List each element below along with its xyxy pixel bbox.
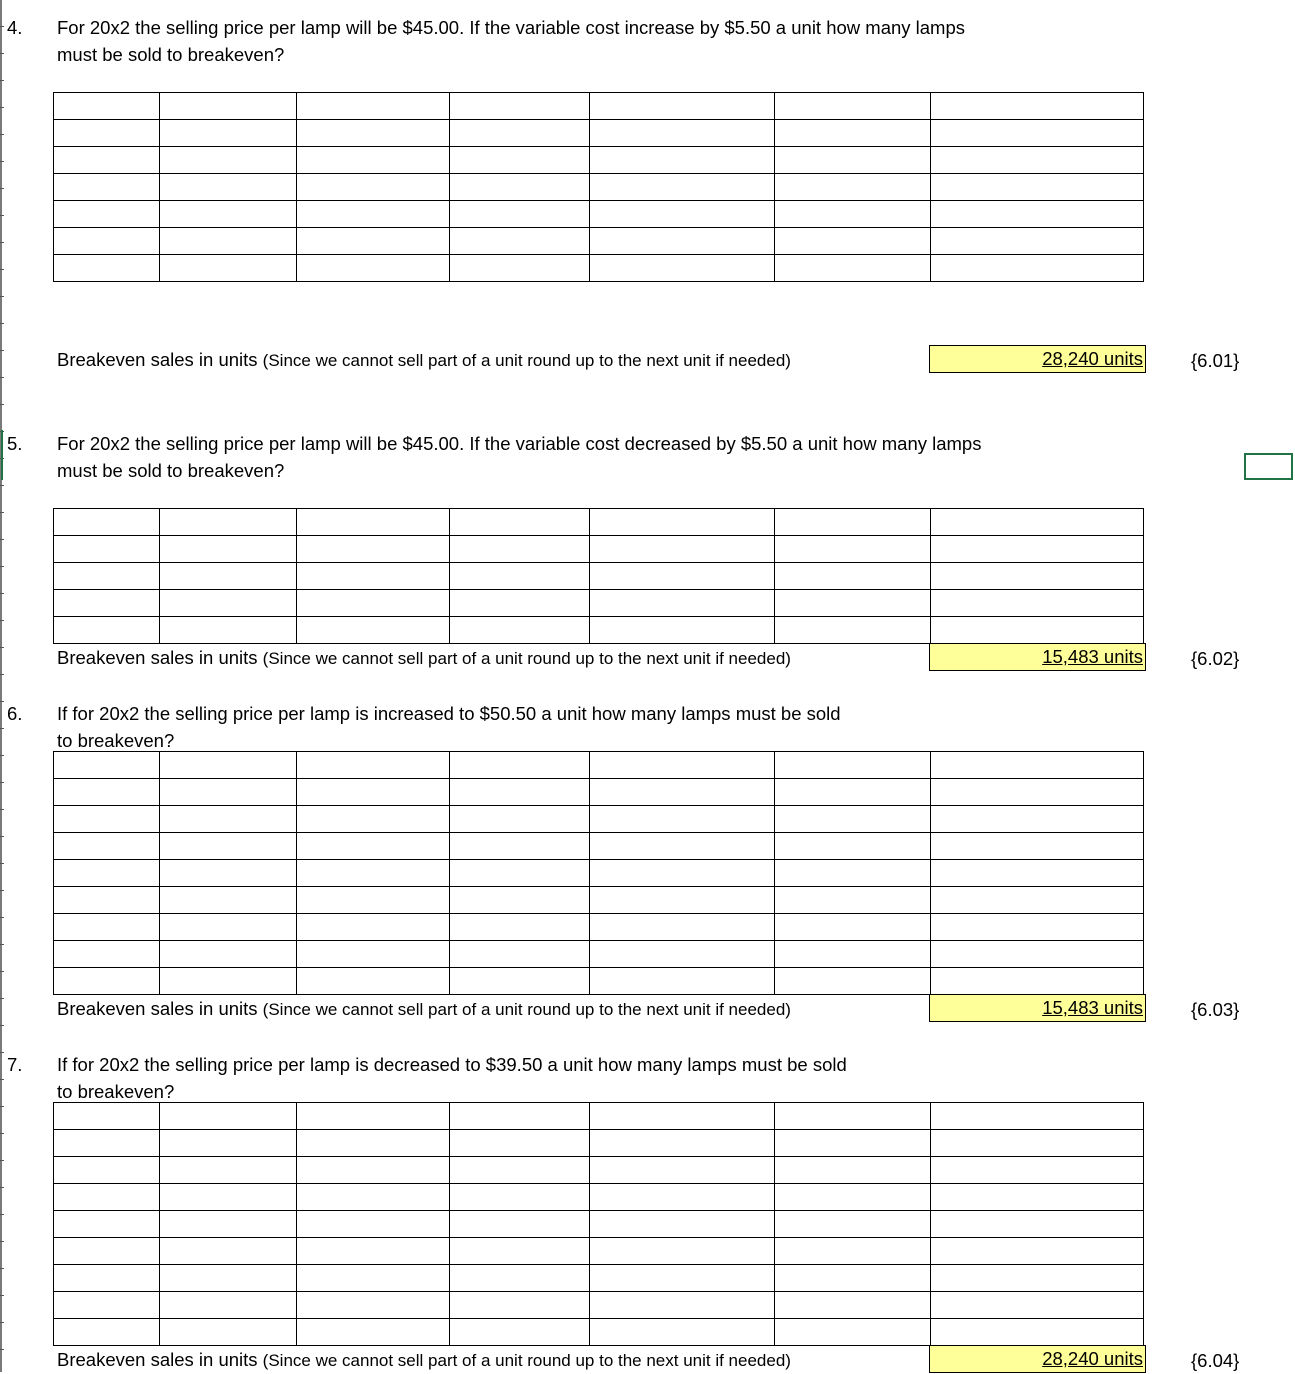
grid-cell[interactable] <box>297 1292 450 1319</box>
grid-cell[interactable] <box>54 174 160 201</box>
grid-row <box>54 1265 1144 1292</box>
grid-cell[interactable] <box>590 779 775 806</box>
grid-cell[interactable] <box>775 93 931 120</box>
grid-cell[interactable] <box>590 1265 775 1292</box>
grid-cell[interactable] <box>160 1211 297 1238</box>
grid-cell[interactable] <box>931 563 1144 590</box>
grid-cell[interactable] <box>931 228 1144 255</box>
grid-cell[interactable] <box>775 914 931 941</box>
grid-cell[interactable] <box>297 1130 450 1157</box>
grid-row <box>54 1184 1144 1211</box>
question-6-answer-cell[interactable] <box>929 994 1146 1022</box>
grid-cell[interactable] <box>54 806 160 833</box>
question-7-number: 7. <box>7 1054 23 1075</box>
grid-cell[interactable] <box>590 1184 775 1211</box>
grid-row <box>54 941 1144 968</box>
grid-cell[interactable] <box>590 120 775 147</box>
grid-cell[interactable] <box>54 779 160 806</box>
grid-cell[interactable] <box>54 914 160 941</box>
grid-cell[interactable] <box>160 201 297 228</box>
grid-cell[interactable] <box>297 1211 450 1238</box>
grid-cell[interactable] <box>54 201 160 228</box>
grid-cell[interactable] <box>54 1211 160 1238</box>
grid-cell[interactable] <box>590 536 775 563</box>
grid-cell[interactable] <box>931 833 1144 860</box>
grid-row <box>54 120 1144 147</box>
grid-cell[interactable] <box>590 1157 775 1184</box>
grid-cell[interactable] <box>160 1319 297 1346</box>
grid-cell[interactable] <box>931 147 1144 174</box>
grid-cell[interactable] <box>297 941 450 968</box>
question-6-text-line1: If for 20x2 the selling price per lamp is increased to $50.50 a unit how many lamps must be sold <box>57 703 841 724</box>
grid-cell[interactable] <box>160 255 297 282</box>
question-5-reference: {6.02} <box>1191 648 1240 669</box>
grid-cell[interactable] <box>775 1265 931 1292</box>
grid-cell[interactable] <box>54 563 160 590</box>
grid-cell[interactable] <box>931 914 1144 941</box>
question-4-work-grid[interactable] <box>53 92 1144 282</box>
grid-cell[interactable] <box>54 536 160 563</box>
grid-cell[interactable] <box>297 201 450 228</box>
grid-cell[interactable] <box>297 147 450 174</box>
grid-cell[interactable] <box>54 968 160 995</box>
grid-row <box>54 833 1144 860</box>
grid-cell[interactable] <box>590 1130 775 1157</box>
grid-cell[interactable] <box>590 228 775 255</box>
breakeven-label-main: Breakeven sales in units <box>57 349 258 370</box>
grid-cell[interactable] <box>160 147 297 174</box>
grid-cell[interactable] <box>297 255 450 282</box>
grid-cell[interactable] <box>931 93 1144 120</box>
grid-cell[interactable] <box>297 228 450 255</box>
grid-cell[interactable] <box>775 887 931 914</box>
grid-cell[interactable] <box>931 509 1144 536</box>
grid-cell[interactable] <box>450 536 590 563</box>
grid-cell[interactable] <box>160 806 297 833</box>
grid-cell[interactable] <box>160 1103 297 1130</box>
grid-cell[interactable] <box>54 1130 160 1157</box>
grid-cell[interactable] <box>590 1103 775 1130</box>
grid-row <box>54 255 1144 282</box>
grid-cell[interactable] <box>931 120 1144 147</box>
grid-cell[interactable] <box>931 779 1144 806</box>
grid-row <box>54 228 1144 255</box>
grid-cell[interactable] <box>54 120 160 147</box>
grid-cell[interactable] <box>54 1319 160 1346</box>
grid-cell[interactable] <box>590 968 775 995</box>
grid-row <box>54 563 1144 590</box>
grid-cell[interactable] <box>450 93 590 120</box>
grid-cell[interactable] <box>54 887 160 914</box>
grid-cell[interactable] <box>160 1184 297 1211</box>
breakeven-label-main: Breakeven sales in units <box>57 647 258 668</box>
question-5-work-grid[interactable] <box>53 508 1144 644</box>
question-7-text-line1: If for 20x2 the selling price per lamp is decreased to $39.50 a unit how many lamps must be sold <box>57 1054 847 1075</box>
grid-cell[interactable] <box>160 174 297 201</box>
breakeven-label-note: (Since we cannot sell part of a unit round up to the next unit if needed) <box>262 649 791 668</box>
grid-cell[interactable] <box>54 509 160 536</box>
grid-cell[interactable] <box>54 590 160 617</box>
grid-cell[interactable] <box>775 174 931 201</box>
grid-cell[interactable] <box>54 228 160 255</box>
grid-cell[interactable] <box>297 1319 450 1346</box>
grid-row <box>54 1211 1144 1238</box>
grid-cell[interactable] <box>775 201 931 228</box>
grid-cell[interactable] <box>160 752 297 779</box>
grid-cell[interactable] <box>931 752 1144 779</box>
grid-cell[interactable] <box>590 255 775 282</box>
grid-cell[interactable] <box>590 147 775 174</box>
answer-value: 15,483 units <box>1042 646 1143 667</box>
grid-cell[interactable] <box>590 1211 775 1238</box>
grid-cell[interactable] <box>590 806 775 833</box>
grid-row <box>54 536 1144 563</box>
grid-cell[interactable] <box>297 1184 450 1211</box>
grid-cell[interactable] <box>450 1130 590 1157</box>
grid-row <box>54 1157 1144 1184</box>
grid-cell[interactable] <box>160 833 297 860</box>
grid-cell[interactable] <box>931 1157 1144 1184</box>
grid-cell[interactable] <box>775 806 931 833</box>
grid-cell[interactable] <box>775 941 931 968</box>
grid-cell[interactable] <box>450 1157 590 1184</box>
grid-cell[interactable] <box>775 590 931 617</box>
question-7-work-grid[interactable] <box>53 1102 1144 1346</box>
grid-cell[interactable] <box>931 617 1144 644</box>
grid-cell[interactable] <box>775 1292 931 1319</box>
breakeven-label-note: (Since we cannot sell part of a unit round up to the next unit if needed) <box>262 351 791 370</box>
grid-cell[interactable] <box>931 536 1144 563</box>
grid-cell[interactable] <box>54 1238 160 1265</box>
grid-cell[interactable] <box>160 590 297 617</box>
grid-cell[interactable] <box>931 1238 1144 1265</box>
grid-cell[interactable] <box>775 1184 931 1211</box>
grid-row <box>54 201 1144 228</box>
grid-cell[interactable] <box>160 1265 297 1292</box>
grid-cell[interactable] <box>450 968 590 995</box>
grid-cell[interactable] <box>450 120 590 147</box>
grid-row <box>54 1130 1144 1157</box>
grid-cell[interactable] <box>931 887 1144 914</box>
question-4-answer-cell[interactable] <box>929 345 1146 373</box>
grid-cell[interactable] <box>931 968 1144 995</box>
grid-cell[interactable] <box>297 509 450 536</box>
row-header-ticks <box>0 0 4 1372</box>
grid-cell[interactable] <box>450 941 590 968</box>
breakeven-label-main: Breakeven sales in units <box>57 1349 258 1370</box>
grid-cell[interactable] <box>775 509 931 536</box>
grid-cell[interactable] <box>160 509 297 536</box>
grid-cell[interactable] <box>450 563 590 590</box>
grid-cell[interactable] <box>590 93 775 120</box>
grid-cell[interactable] <box>450 887 590 914</box>
answer-value: 28,240 units <box>1042 348 1143 369</box>
grid-cell[interactable] <box>297 1238 450 1265</box>
grid-cell[interactable] <box>590 752 775 779</box>
grid-cell[interactable] <box>450 806 590 833</box>
grid-cell[interactable] <box>931 590 1144 617</box>
question-6-text-line2: to breakeven? <box>57 730 175 751</box>
grid-cell[interactable] <box>931 1211 1144 1238</box>
grid-cell[interactable] <box>775 1319 931 1346</box>
grid-cell[interactable] <box>775 1211 931 1238</box>
grid-cell[interactable] <box>775 617 931 644</box>
grid-cell[interactable] <box>160 779 297 806</box>
grid-cell[interactable] <box>450 752 590 779</box>
grid-cell[interactable] <box>450 201 590 228</box>
grid-cell[interactable] <box>775 968 931 995</box>
grid-cell[interactable] <box>590 590 775 617</box>
grid-cell[interactable] <box>775 1157 931 1184</box>
grid-cell[interactable] <box>931 806 1144 833</box>
grid-cell[interactable] <box>775 255 931 282</box>
grid-cell[interactable] <box>931 860 1144 887</box>
grid-cell[interactable] <box>450 617 590 644</box>
breakeven-label-note: (Since we cannot sell part of a unit round up to the next unit if needed) <box>262 1000 791 1019</box>
grid-cell[interactable] <box>931 1319 1144 1346</box>
grid-cell[interactable] <box>54 752 160 779</box>
grid-row <box>54 1292 1144 1319</box>
grid-cell[interactable] <box>160 1157 297 1184</box>
grid-cell[interactable] <box>160 563 297 590</box>
question-4-number: 4. <box>7 17 23 38</box>
grid-cell[interactable] <box>297 563 450 590</box>
question-6-number: 6. <box>7 703 23 724</box>
grid-cell[interactable] <box>931 201 1144 228</box>
grid-cell[interactable] <box>590 941 775 968</box>
grid-cell[interactable] <box>450 174 590 201</box>
grid-cell[interactable] <box>297 1265 450 1292</box>
grid-cell[interactable] <box>590 563 775 590</box>
grid-row <box>54 914 1144 941</box>
grid-cell[interactable] <box>297 752 450 779</box>
question-4-text-line2: must be sold to breakeven? <box>57 44 285 65</box>
grid-cell[interactable] <box>54 1157 160 1184</box>
grid-cell[interactable] <box>590 887 775 914</box>
grid-row <box>54 509 1144 536</box>
grid-row <box>54 590 1144 617</box>
grid-cell[interactable] <box>297 833 450 860</box>
grid-cell[interactable] <box>590 1292 775 1319</box>
grid-cell[interactable] <box>775 1238 931 1265</box>
grid-cell[interactable] <box>160 536 297 563</box>
grid-cell[interactable] <box>160 860 297 887</box>
grid-cell[interactable] <box>590 1319 775 1346</box>
grid-row <box>54 860 1144 887</box>
grid-cell[interactable] <box>450 509 590 536</box>
question-7-breakeven-label <box>57 1346 791 1374</box>
grid-cell[interactable] <box>450 914 590 941</box>
grid-cell[interactable] <box>160 887 297 914</box>
grid-row <box>54 968 1144 995</box>
grid-cell[interactable] <box>160 228 297 255</box>
grid-cell[interactable] <box>775 147 931 174</box>
grid-cell[interactable] <box>931 941 1144 968</box>
grid-cell[interactable] <box>931 255 1144 282</box>
grid-cell[interactable] <box>775 563 931 590</box>
grid-cell[interactable] <box>297 779 450 806</box>
grid-cell[interactable] <box>297 860 450 887</box>
grid-cell[interactable] <box>931 1130 1144 1157</box>
grid-cell[interactable] <box>590 174 775 201</box>
grid-cell[interactable] <box>450 1211 590 1238</box>
grid-cell[interactable] <box>160 914 297 941</box>
grid-cell[interactable] <box>297 1157 450 1184</box>
grid-cell[interactable] <box>450 1238 590 1265</box>
grid-cell[interactable] <box>297 590 450 617</box>
grid-cell[interactable] <box>160 1130 297 1157</box>
grid-cell[interactable] <box>590 914 775 941</box>
grid-cell[interactable] <box>450 147 590 174</box>
grid-cell[interactable] <box>450 255 590 282</box>
grid-cell[interactable] <box>775 1130 931 1157</box>
answer-value: 15,483 units <box>1042 997 1143 1018</box>
grid-cell[interactable] <box>160 617 297 644</box>
question-6-reference: {6.03} <box>1191 999 1240 1020</box>
grid-cell[interactable] <box>775 779 931 806</box>
grid-cell[interactable] <box>297 806 450 833</box>
grid-cell[interactable] <box>160 941 297 968</box>
grid-row <box>54 752 1144 779</box>
grid-cell[interactable] <box>297 617 450 644</box>
grid-cell[interactable] <box>54 833 160 860</box>
grid-cell[interactable] <box>54 93 160 120</box>
grid-cell[interactable] <box>297 1103 450 1130</box>
grid-row <box>54 779 1144 806</box>
grid-cell[interactable] <box>590 201 775 228</box>
grid-cell[interactable] <box>297 968 450 995</box>
grid-cell[interactable] <box>297 536 450 563</box>
grid-row <box>54 174 1144 201</box>
grid-cell[interactable] <box>931 1184 1144 1211</box>
grid-cell[interactable] <box>775 228 931 255</box>
question-6-work-grid[interactable] <box>53 751 1144 995</box>
row-selection-marker <box>1 430 3 480</box>
grid-cell[interactable] <box>931 174 1144 201</box>
grid-row <box>54 1319 1144 1346</box>
grid-cell[interactable] <box>54 1292 160 1319</box>
grid-row <box>54 1238 1144 1265</box>
grid-cell[interactable] <box>297 174 450 201</box>
grid-cell[interactable] <box>54 617 160 644</box>
grid-cell[interactable] <box>54 1265 160 1292</box>
grid-cell[interactable] <box>450 1103 590 1130</box>
breakeven-label-main: Breakeven sales in units <box>57 998 258 1019</box>
grid-row <box>54 887 1144 914</box>
grid-cell[interactable] <box>450 1292 590 1319</box>
grid-row <box>54 806 1144 833</box>
grid-cell[interactable] <box>160 968 297 995</box>
grid-cell[interactable] <box>450 860 590 887</box>
grid-cell[interactable] <box>450 779 590 806</box>
grid-cell[interactable] <box>775 752 931 779</box>
grid-row <box>54 147 1144 174</box>
grid-cell[interactable] <box>450 833 590 860</box>
grid-cell[interactable] <box>160 1238 297 1265</box>
question-5-breakeven-label <box>57 644 791 672</box>
grid-cell[interactable] <box>450 590 590 617</box>
grid-cell[interactable] <box>160 120 297 147</box>
grid-row <box>54 617 1144 644</box>
grid-cell[interactable] <box>297 914 450 941</box>
grid-cell[interactable] <box>297 120 450 147</box>
question-4-text-line1: For 20x2 the selling price per lamp will be $45.00. If the variable cost increase by $5.50 a unit how many lamps <box>57 17 966 38</box>
grid-cell[interactable] <box>590 860 775 887</box>
grid-cell[interactable] <box>450 228 590 255</box>
grid-cell[interactable] <box>775 860 931 887</box>
question-6-breakeven-label <box>57 995 791 1023</box>
question-7-text-line2: to breakeven? <box>57 1081 175 1102</box>
grid-cell[interactable] <box>590 617 775 644</box>
grid-cell[interactable] <box>54 255 160 282</box>
grid-cell[interactable] <box>775 833 931 860</box>
question-5-text-line1: For 20x2 the selling price per lamp will be $45.00. If the variable cost decreased by $5.50 a unit how many lamps <box>57 433 982 454</box>
grid-row <box>54 93 1144 120</box>
question-7-reference: {6.04} <box>1191 1350 1240 1371</box>
grid-cell[interactable] <box>450 1319 590 1346</box>
grid-cell[interactable] <box>297 93 450 120</box>
grid-cell[interactable] <box>160 1292 297 1319</box>
grid-cell[interactable] <box>775 536 931 563</box>
grid-cell[interactable] <box>775 1103 931 1130</box>
grid-cell[interactable] <box>297 887 450 914</box>
grid-cell[interactable] <box>54 1103 160 1130</box>
grid-cell[interactable] <box>450 1184 590 1211</box>
grid-cell[interactable] <box>160 93 297 120</box>
question-5-number: 5. <box>7 433 23 454</box>
grid-cell[interactable] <box>931 1292 1144 1319</box>
grid-cell[interactable] <box>931 1103 1144 1130</box>
grid-cell[interactable] <box>54 147 160 174</box>
breakeven-label-note: (Since we cannot sell part of a unit round up to the next unit if needed) <box>262 1351 791 1370</box>
grid-cell[interactable] <box>590 1238 775 1265</box>
question-5-answer-cell[interactable] <box>929 643 1146 671</box>
grid-cell[interactable] <box>450 1265 590 1292</box>
grid-cell[interactable] <box>54 941 160 968</box>
question-5-text-line2: must be sold to breakeven? <box>57 460 285 481</box>
grid-row <box>54 1103 1144 1130</box>
grid-cell[interactable] <box>590 833 775 860</box>
grid-cell[interactable] <box>931 1265 1144 1292</box>
grid-cell[interactable] <box>590 509 775 536</box>
question-4-reference: {6.01} <box>1191 350 1240 371</box>
question-4-breakeven-label <box>57 346 791 374</box>
grid-cell[interactable] <box>54 1184 160 1211</box>
question-7-answer-cell[interactable] <box>929 1345 1146 1373</box>
answer-value: 28,240 units <box>1042 1348 1143 1369</box>
grid-cell[interactable] <box>54 860 160 887</box>
selected-cell-outline[interactable] <box>1244 453 1293 480</box>
grid-cell[interactable] <box>775 120 931 147</box>
